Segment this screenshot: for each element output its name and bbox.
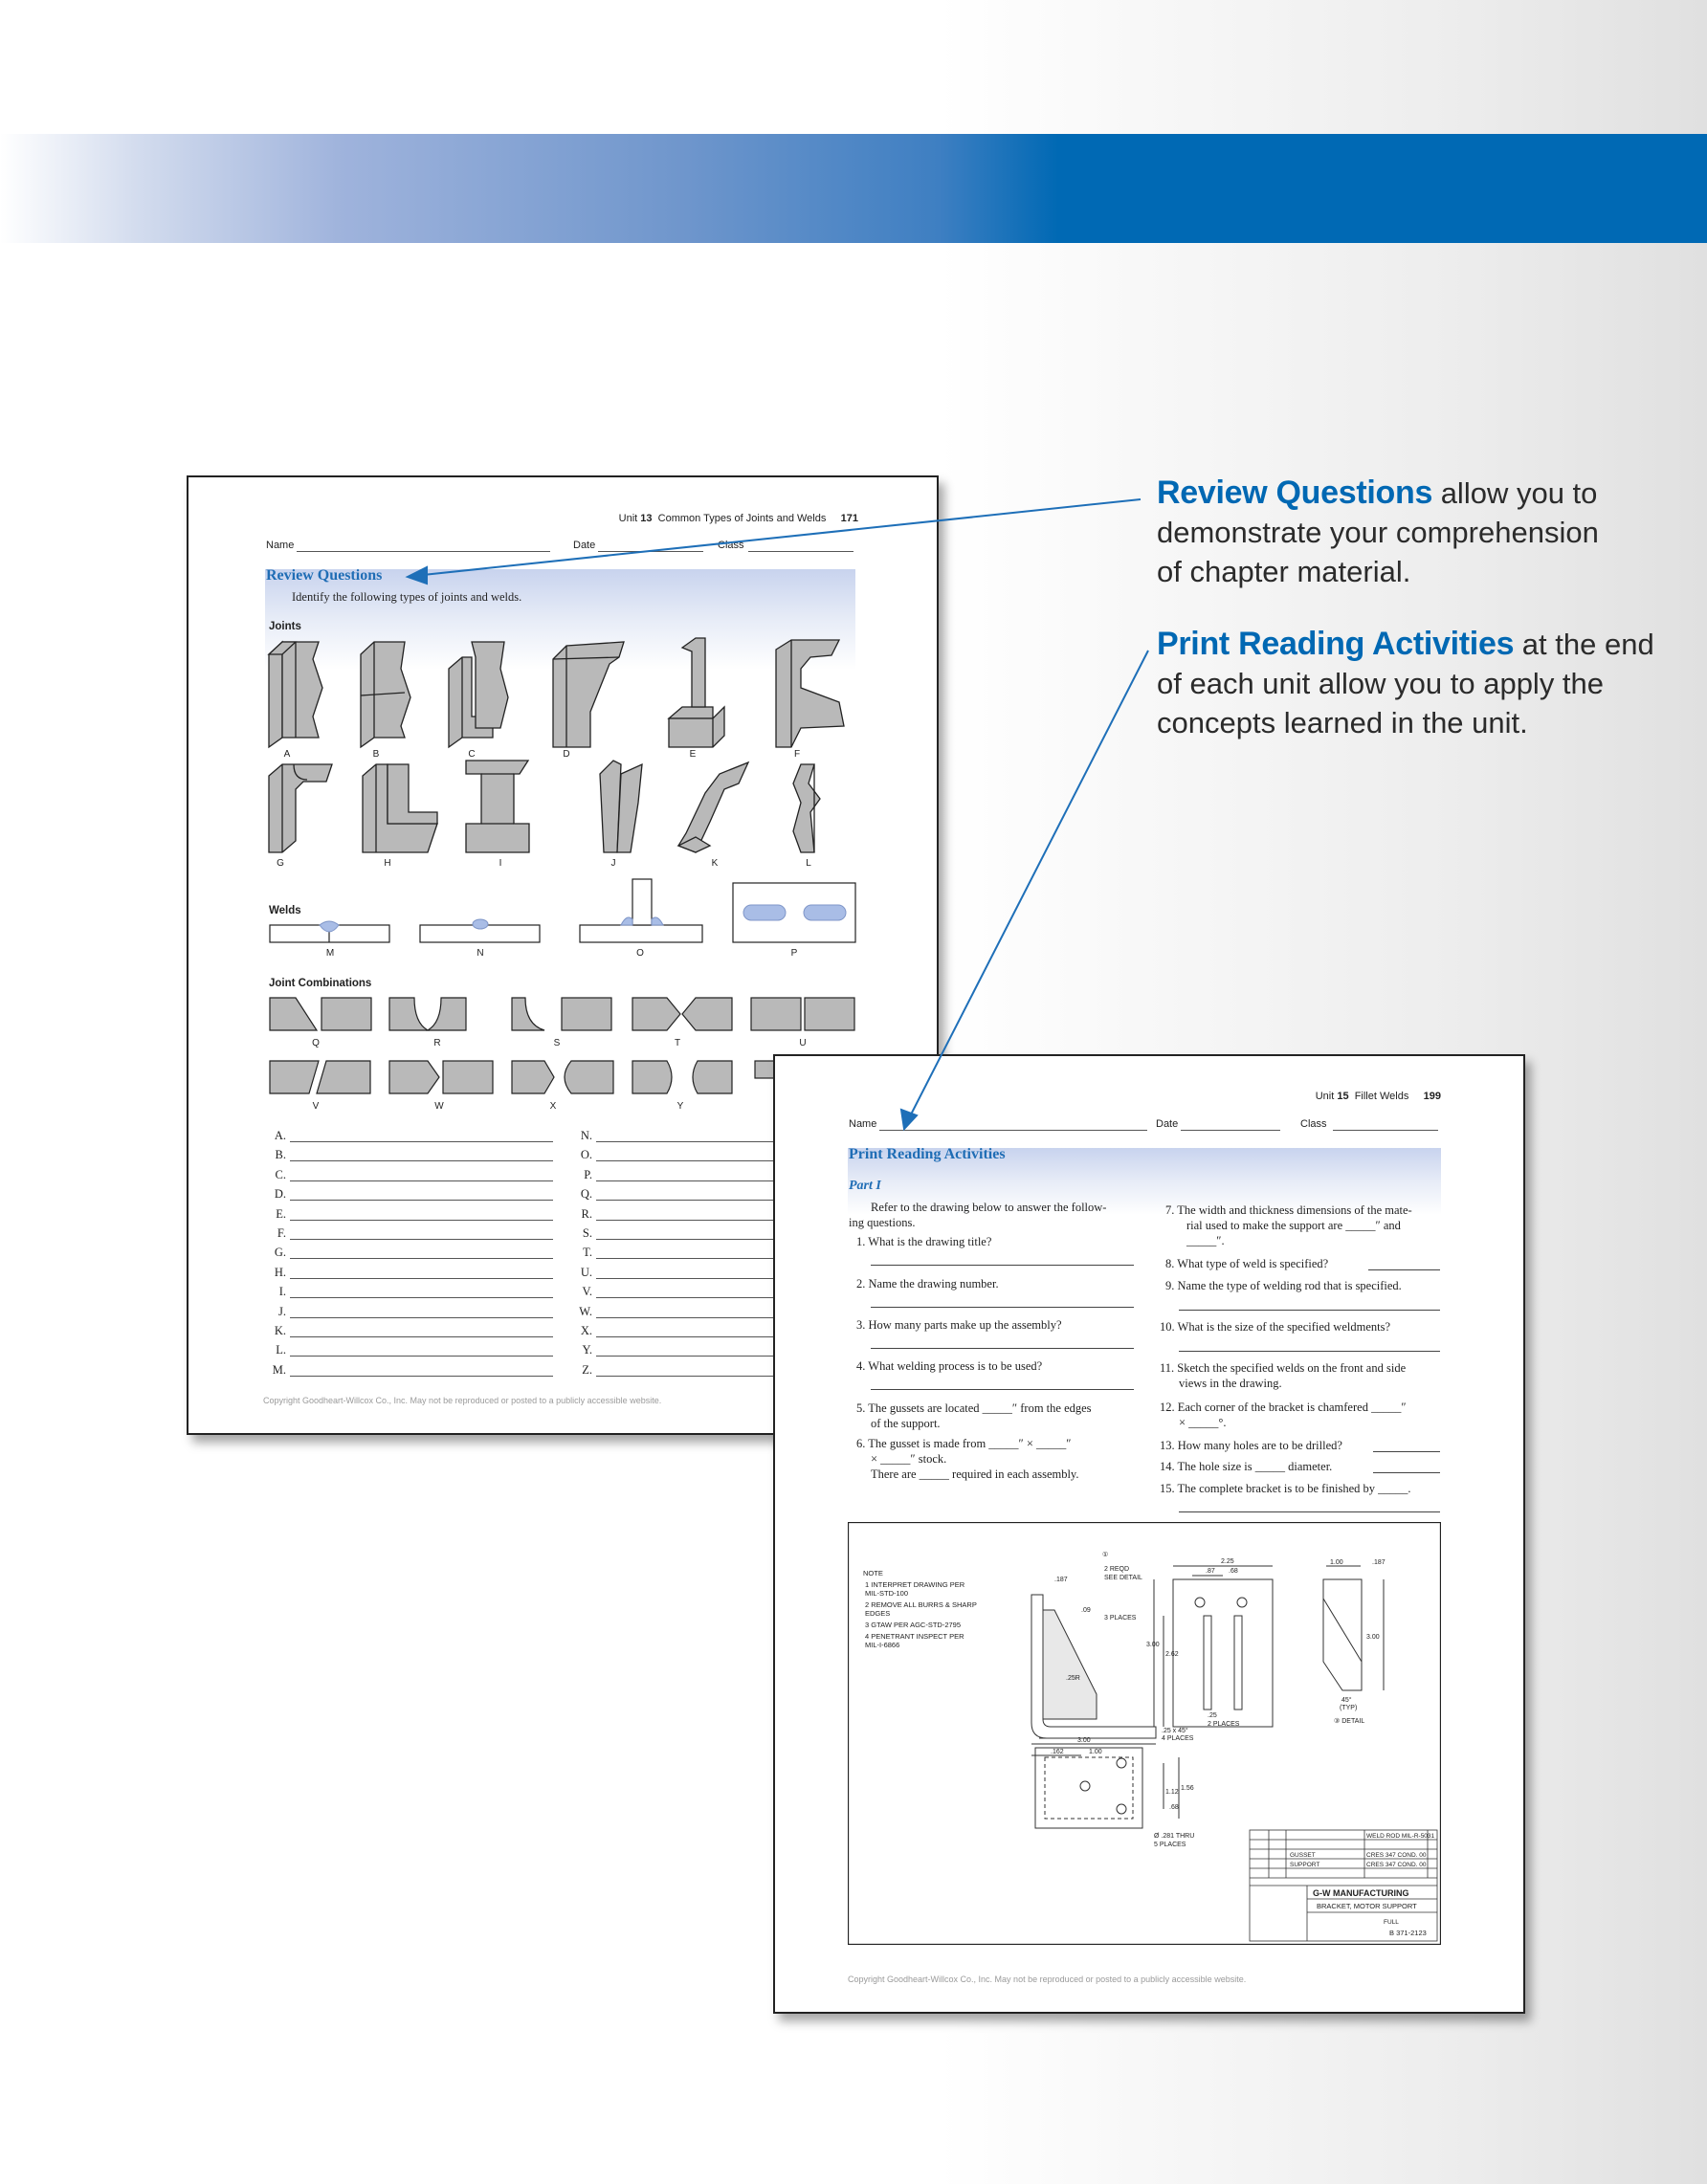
svg-text:5 PLACES: 5 PLACES — [1154, 1842, 1186, 1848]
svg-text:①: ① — [1102, 1552, 1109, 1558]
joint-combinations-heading: Joint Combinations — [269, 978, 372, 989]
svg-text:3.00: 3.00 — [1146, 1642, 1160, 1648]
svg-text:.68: .68 — [1229, 1568, 1238, 1575]
joint-letter-h: H — [384, 858, 391, 869]
joint-letter-k: K — [711, 858, 719, 869]
question-2: 2. Name the drawing number. — [856, 1277, 999, 1291]
weld-letter-n: N — [477, 948, 484, 959]
answer-label: X. — [580, 1324, 592, 1337]
joint-letter-e: E — [689, 749, 697, 760]
question-3: 3. How many parts make up the assembly? — [856, 1318, 1062, 1332]
svg-text:1 INTERPRET DRAWING PER: 1 INTERPRET DRAWING PER — [865, 1580, 965, 1589]
svg-text:2.62: 2.62 — [1165, 1651, 1179, 1658]
drawing-title: BRACKET, MOTOR SUPPORT — [1317, 1902, 1417, 1910]
svg-text:Ø .281 THRU: Ø .281 THRU — [1154, 1833, 1195, 1840]
answer-label: M. — [272, 1362, 286, 1377]
intro-line-2: ing questions. — [849, 1216, 916, 1229]
combo-letter-y: Y — [676, 1101, 684, 1112]
joint-letter-d: D — [563, 749, 570, 760]
question-5: 5. The gussets are located _____″ from the edges — [856, 1401, 1092, 1415]
copyright-notice: Copyright Goodheart-Willcox Co., Inc. May not be reproduced or posted to a publicly accessible website. — [263, 1396, 662, 1405]
svg-text:.25 x 45°: .25 x 45° — [1162, 1728, 1188, 1734]
answer-label: T. — [583, 1246, 592, 1260]
drawing-note-title: NOTE — [863, 1569, 883, 1577]
detail-label: ③ DETAIL — [1334, 1718, 1365, 1725]
question-13: 13. How many holes are to be drilled? — [1160, 1439, 1342, 1452]
answer-label: N. — [580, 1129, 592, 1142]
svg-text:CRES 347 COND. 00: CRES 347 COND. 00 — [1366, 1862, 1427, 1868]
joint-letter-c: C — [468, 749, 476, 760]
joint-letter-j: J — [610, 858, 616, 869]
answer-label: S. — [582, 1226, 592, 1240]
answer-label: J. — [278, 1304, 286, 1318]
answer-label: Z. — [582, 1362, 592, 1377]
svg-text:1.00: 1.00 — [1330, 1559, 1343, 1566]
svg-text:2 REMOVE ALL BURRS & SHARP: 2 REMOVE ALL BURRS & SHARP — [865, 1600, 977, 1609]
svg-text:FULL: FULL — [1384, 1919, 1399, 1926]
combo-letter-q: Q — [312, 1038, 320, 1048]
answer-label: K. — [274, 1324, 286, 1337]
print-reading-highlight: Print Reading Activities — [1157, 626, 1515, 662]
answer-label: V. — [582, 1285, 592, 1299]
answer-label: D. — [274, 1187, 286, 1202]
page-header: Unit 13 Common Types of Joints and Welds 171 — [618, 513, 858, 524]
svg-text:.87: .87 — [1206, 1568, 1215, 1575]
svg-text:3.00: 3.00 — [1077, 1737, 1091, 1744]
svg-text:.25R: .25R — [1066, 1675, 1080, 1682]
answer-label: P. — [584, 1167, 592, 1181]
welds-heading: Welds — [269, 905, 301, 916]
question-9: 9. Name the type of welding rod that is specified. — [1165, 1279, 1402, 1292]
answer-label: F. — [277, 1226, 286, 1240]
combo-letter-u: U — [799, 1038, 807, 1048]
instruction-text: Identify the following types of joints and welds. — [292, 590, 522, 604]
svg-text:45°: 45° — [1341, 1697, 1352, 1704]
svg-text:.25: .25 — [1208, 1712, 1217, 1719]
svg-text:WELD ROD MIL-R-5031: WELD ROD MIL-R-5031 — [1366, 1833, 1435, 1840]
svg-text:3.00: 3.00 — [1366, 1634, 1380, 1641]
question-4: 4. What welding process is to be used? — [856, 1359, 1043, 1373]
question-8: 8. What type of weld is specified? — [1165, 1257, 1329, 1270]
svg-text:MIL-I-6866: MIL-I-6866 — [865, 1641, 900, 1649]
question-1: 1. What is the drawing title? — [856, 1235, 992, 1248]
svg-text:.68: .68 — [1169, 1804, 1179, 1811]
weld-letter-o: O — [636, 948, 644, 959]
weld-letter-p: P — [790, 948, 798, 959]
class-label: Class — [1300, 1118, 1327, 1130]
combo-letter-x: X — [549, 1101, 557, 1112]
answer-label: R. — [581, 1206, 592, 1221]
drawing-number: B 371-2123 — [1389, 1929, 1427, 1937]
page-header: Unit 15 Fillet Welds 199 — [1315, 1091, 1441, 1102]
joint-letter-i: I — [499, 858, 502, 869]
review-questions-callout: Review Questions allow you to demonstrate your comprehension of chapter material. — [1157, 474, 1599, 588]
answer-label: O. — [580, 1148, 592, 1162]
review-arrow-line — [423, 499, 1141, 575]
svg-text:.09: .09 — [1081, 1607, 1091, 1614]
section-title: Review Questions — [266, 567, 383, 584]
question-11: 11. Sketch the specified welds on the front and side — [1160, 1361, 1407, 1375]
svg-text:.187: .187 — [1054, 1577, 1068, 1583]
review-arrow-head — [408, 567, 427, 584]
question-10: 10. What is the size of the specified weldments? — [1160, 1320, 1391, 1334]
answer-label: I. — [278, 1285, 286, 1299]
svg-text:EDGES: EDGES — [865, 1609, 891, 1618]
joint-letter-f: F — [793, 749, 801, 760]
svg-text:MIL-STD-100: MIL-STD-100 — [865, 1589, 909, 1598]
intro-line-1: Refer to the drawing below to answer the follow- — [871, 1201, 1107, 1214]
combo-letter-r: R — [433, 1038, 441, 1048]
answer-label: A. — [274, 1129, 286, 1142]
answer-label: C. — [275, 1167, 286, 1181]
svg-text:3 GTAW PER AGC-STD-2795: 3 GTAW PER AGC-STD-2795 — [865, 1621, 962, 1629]
answer-label: G. — [274, 1246, 286, 1260]
svg-text:(TYP): (TYP) — [1340, 1705, 1358, 1711]
joints-heading: Joints — [269, 621, 301, 632]
date-label: Date — [573, 540, 596, 551]
company-name: G-W MANUFACTURING — [1313, 1888, 1409, 1898]
combo-letter-s: S — [553, 1038, 561, 1048]
answer-label: U. — [580, 1265, 592, 1279]
combo-letter-t: T — [674, 1038, 681, 1048]
question-12: 12. Each corner of the bracket is chamfered _____″ — [1160, 1401, 1407, 1414]
joint-letter-a: A — [283, 749, 291, 760]
weld-letter-m: M — [325, 948, 335, 959]
svg-text:1.56: 1.56 — [1181, 1785, 1194, 1792]
print-arrow-line — [910, 651, 1148, 1116]
svg-text:CRES 347 COND. 00: CRES 347 COND. 00 — [1366, 1852, 1427, 1859]
svg-text:1.00: 1.00 — [1089, 1749, 1102, 1755]
question-15: 15. The complete bracket is to be finished by _____. — [1160, 1482, 1411, 1495]
joint-letter-g: G — [277, 858, 284, 869]
svg-text:GUSSET: GUSSET — [1290, 1852, 1316, 1859]
answer-label: W. — [579, 1304, 592, 1318]
answer-label: Y. — [582, 1343, 592, 1357]
name-label: Name — [266, 540, 295, 551]
svg-text:SEE DETAIL: SEE DETAIL — [1104, 1575, 1142, 1581]
svg-text:1.12: 1.12 — [1165, 1789, 1179, 1796]
print-arrow-head — [901, 1110, 917, 1129]
svg-text:.187: .187 — [1372, 1559, 1386, 1566]
joint-letter-b: B — [372, 749, 380, 760]
svg-text:2 PLACES: 2 PLACES — [1208, 1721, 1240, 1728]
review-questions-highlight: Review Questions — [1157, 474, 1433, 511]
svg-text:.162: .162 — [1051, 1749, 1064, 1755]
svg-text:SUPPORT: SUPPORT — [1290, 1862, 1320, 1868]
part-heading: Part I — [849, 1179, 881, 1193]
name-label: Name — [849, 1118, 877, 1130]
question-6: 6. The gusset is made from _____″ × _____″ — [856, 1437, 1072, 1450]
joint-letter-l: L — [806, 858, 811, 869]
answer-label: H. — [274, 1265, 286, 1279]
question-7: 7. The width and thickness dimensions of the mate- — [1165, 1203, 1412, 1217]
combo-letter-w: W — [434, 1101, 444, 1112]
answer-label: L. — [276, 1343, 286, 1357]
class-label: Class — [718, 540, 744, 551]
print-reading-page: Unit 15 Fillet Welds 199 Name Date Class Print Reading Activities Part I Refer to the drawing below to answer the follow- ing questions. 1. What is the drawing title? 2. Name the drawing number. 3. How many parts make up the assembly? 4. What welding process is to be used? 5. The gussets are located _____″ from the edges of the support. 6. The gusset is made from _____″ × _____″ × _____″ stock. There are _____ required in each assembly. 7. The width and thickness dimensions of the mate- rial used to make the support are _____″ and _____″. 8. What type of weld is specified? 9. Name the type of welding rod that is specified. 10. What is the size of the specified weldments? 11. Sketch the specified welds on the front and side views in the drawing. 12. Each corner of the bracket is chamfered _____″ × _____°. 13. How many holes are to be drilled? 14. The hole size is _____ diameter. 15. The complete bracket is to be finished by _____. NOTE 1 INTERPRET DRAWING PER MIL-STD-100 2 REMOVE ALL BURRS & SHARP EDGES 3 GTAW PER AGC-STD-2795 4 PENETRANT INSPECT PER MIL-I-6866 2.25 .87 .68 .187 .09 .25R 3.00 2.62 .25 2 PLACES 3.00 .162 1.00 .25 x 45° 4 PLACES Ø .281 THRU 5 PLACES 1.00 .187 3.00 45° (TYP) 1.56 1.12 .68 ① 2 REQD SEE DETAIL 3 PLACES ③ DETAIL WELD ROD MIL-R-5031 GUSSET SUPPORT CRES 347 COND. 00 CRES 347 COND. 00 G-W MANUFACTURING BRACKET, MOTOR SUPPORT FULL B 371-2123 Copyright Goodheart-Willcox Co., Inc. May not be reproduced or posted to a publicly accessible website. — [773, 1054, 1525, 2014]
copyright-notice: Copyright Goodheart-Willcox Co., Inc. May not be reproduced or posted to a publicly accessible website. — [848, 1974, 1247, 1984]
svg-text:4 PENETRANT INSPECT PER: 4 PENETRANT INSPECT PER — [865, 1632, 964, 1641]
combo-letter-v: V — [312, 1101, 320, 1112]
section-title: Print Reading Activities — [849, 1146, 1006, 1162]
answer-label: B. — [275, 1148, 286, 1162]
question-14: 14. The hole size is _____ diameter. — [1160, 1460, 1333, 1473]
answer-label: E. — [276, 1206, 286, 1221]
date-label: Date — [1156, 1118, 1179, 1130]
print-reading-callout: Print Reading Activities at the end of each unit allow you to apply the concepts learned in the unit. — [1157, 626, 1654, 739]
svg-text:2.25: 2.25 — [1221, 1558, 1234, 1565]
svg-text:3 PLACES: 3 PLACES — [1104, 1615, 1137, 1621]
svg-text:4 PLACES: 4 PLACES — [1162, 1735, 1194, 1742]
svg-text:2 REQD: 2 REQD — [1104, 1566, 1130, 1573]
answer-label: Q. — [580, 1187, 592, 1202]
